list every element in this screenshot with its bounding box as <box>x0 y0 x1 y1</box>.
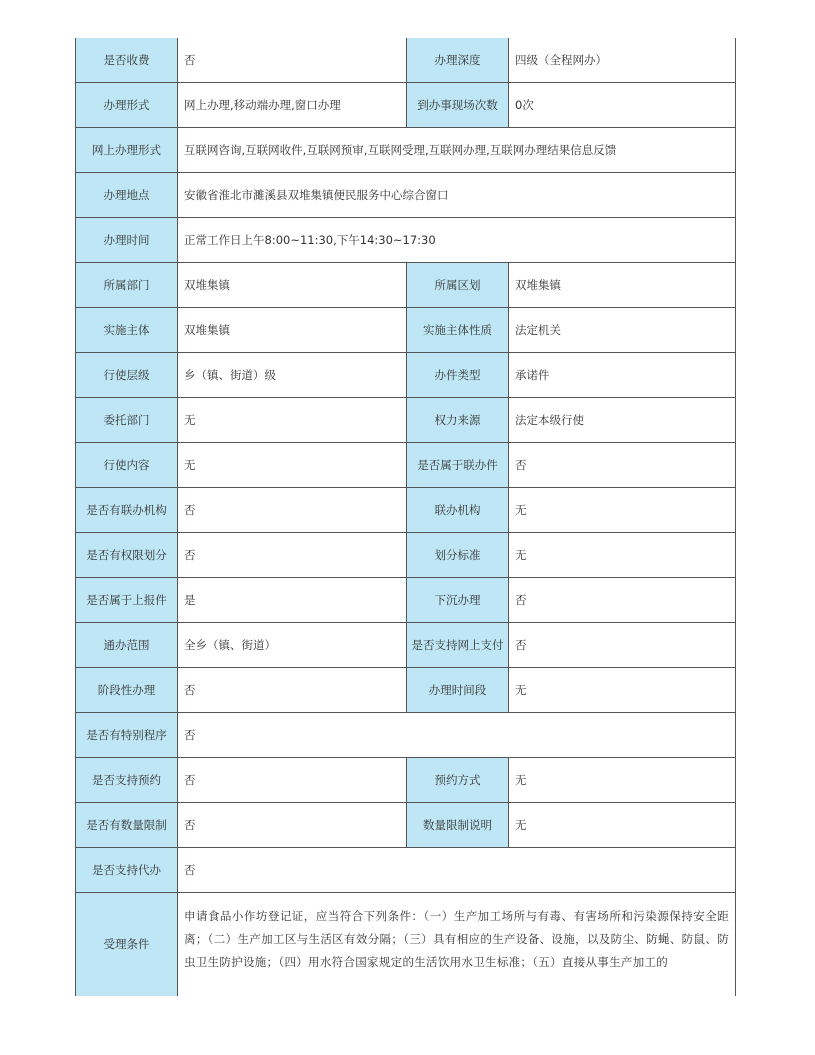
field-label: 网上办理形式 <box>76 127 178 172</box>
field-label: 阶段性办理 <box>76 667 178 712</box>
table-row <box>76 172 736 217</box>
field-value: 无 <box>509 667 736 712</box>
field-label: 实施主体性质 <box>407 307 509 352</box>
field-value: 无 <box>178 442 407 487</box>
field-value: 安徽省淮北市濉溪县双堆集镇便民服务中心综合窗口 <box>178 172 736 217</box>
table-row <box>76 217 736 262</box>
service-info-table <box>75 38 736 996</box>
field-value: 否 <box>178 847 736 892</box>
field-value: 否 <box>178 532 407 577</box>
field-label: 办理时间段 <box>407 667 509 712</box>
field-label: 联办机构 <box>407 487 509 532</box>
field-value: 法定机关 <box>509 307 736 352</box>
field-label: 受理条件 <box>76 892 178 996</box>
field-label: 所属区划 <box>407 262 509 307</box>
table-row <box>76 802 736 847</box>
field-label: 到办事现场次数 <box>407 82 509 127</box>
field-label: 办理深度 <box>407 38 509 82</box>
table-row <box>76 82 736 127</box>
table-row <box>76 307 736 352</box>
field-label: 办理时间 <box>76 217 178 262</box>
field-value: 承诺件 <box>509 352 736 397</box>
field-value: 无 <box>178 397 407 442</box>
field-label: 行使内容 <box>76 442 178 487</box>
field-value: 网上办理,移动端办理,窗口办理 <box>178 82 407 127</box>
field-value: 乡（镇、街道）级 <box>178 352 407 397</box>
field-label: 所属部门 <box>76 262 178 307</box>
field-label: 划分标准 <box>407 532 509 577</box>
field-label: 是否有联办机构 <box>76 487 178 532</box>
field-label: 行使层级 <box>76 352 178 397</box>
field-label: 是否有特别程序 <box>76 712 178 757</box>
field-value: 互联网咨询,互联网收件,互联网预审,互联网受理,互联网办理,互联网办理结果信息反馈 <box>178 127 736 172</box>
table-row <box>76 532 736 577</box>
table-row <box>76 577 736 622</box>
field-label: 实施主体 <box>76 307 178 352</box>
table-row <box>76 262 736 307</box>
field-value: 无 <box>509 532 736 577</box>
field-value: 双堆集镇 <box>178 262 407 307</box>
table-row <box>76 352 736 397</box>
table-row <box>76 757 736 802</box>
field-value: 否 <box>178 757 407 802</box>
field-value: 否 <box>178 667 407 712</box>
field-value: 双堆集镇 <box>509 262 736 307</box>
field-value: 无 <box>509 487 736 532</box>
field-value: 双堆集镇 <box>178 307 407 352</box>
field-label: 是否属于联办件 <box>407 442 509 487</box>
field-label: 下沉办理 <box>407 577 509 622</box>
field-value: 否 <box>509 577 736 622</box>
field-label: 是否属于上报件 <box>76 577 178 622</box>
field-value: 否 <box>178 38 407 82</box>
table-row <box>76 622 736 667</box>
table-row <box>76 847 736 892</box>
field-value: 无 <box>509 802 736 847</box>
field-value: 否 <box>178 802 407 847</box>
field-value: 否 <box>178 712 736 757</box>
field-label: 是否支持预约 <box>76 757 178 802</box>
table-row <box>76 127 736 172</box>
field-value: 否 <box>178 487 407 532</box>
field-value: 正常工作日上午8:00~11:30,下午14:30~17:30 <box>178 217 736 262</box>
field-label: 是否支持代办 <box>76 847 178 892</box>
table-body <box>76 38 736 996</box>
table-row <box>76 667 736 712</box>
field-label: 权力来源 <box>407 397 509 442</box>
table-row <box>76 38 736 82</box>
field-label: 办理地点 <box>76 172 178 217</box>
table-row <box>76 397 736 442</box>
field-value: 否 <box>509 622 736 667</box>
field-label: 数量限制说明 <box>407 802 509 847</box>
field-label: 办件类型 <box>407 352 509 397</box>
field-label: 是否有权限划分 <box>76 532 178 577</box>
table-row <box>76 712 736 757</box>
field-value: 全乡（镇、街道） <box>178 622 407 667</box>
field-value: 否 <box>509 442 736 487</box>
field-label: 是否收费 <box>76 38 178 82</box>
field-value: 四级（全程网办） <box>509 38 736 82</box>
field-label: 委托部门 <box>76 397 178 442</box>
field-value: 是 <box>178 577 407 622</box>
table-row <box>76 892 736 996</box>
table-row <box>76 487 736 532</box>
field-label: 是否有数量限制 <box>76 802 178 847</box>
table-row <box>76 442 736 487</box>
field-value: 0次 <box>509 82 736 127</box>
field-label: 预约方式 <box>407 757 509 802</box>
field-label: 是否支持网上支付 <box>407 622 509 667</box>
acceptance-conditions-text: 申请食品小作坊登记证，应当符合下列条件：（一）生产加工场所与有毒、有害场所和污染源保持安全距离；（二）生产加工区与生活区有效分隔；（三）具有相应的生产设备、设施，以及防尘、防蝇、防鼠、防虫卫生防护设施；（四）用水符合国家规定的生活饮用水卫生标准；（五）直接从事生产加工的 <box>178 892 736 996</box>
field-label: 办理形式 <box>76 82 178 127</box>
field-label: 通办范围 <box>76 622 178 667</box>
field-value: 法定本级行使 <box>509 397 736 442</box>
field-value: 无 <box>509 757 736 802</box>
